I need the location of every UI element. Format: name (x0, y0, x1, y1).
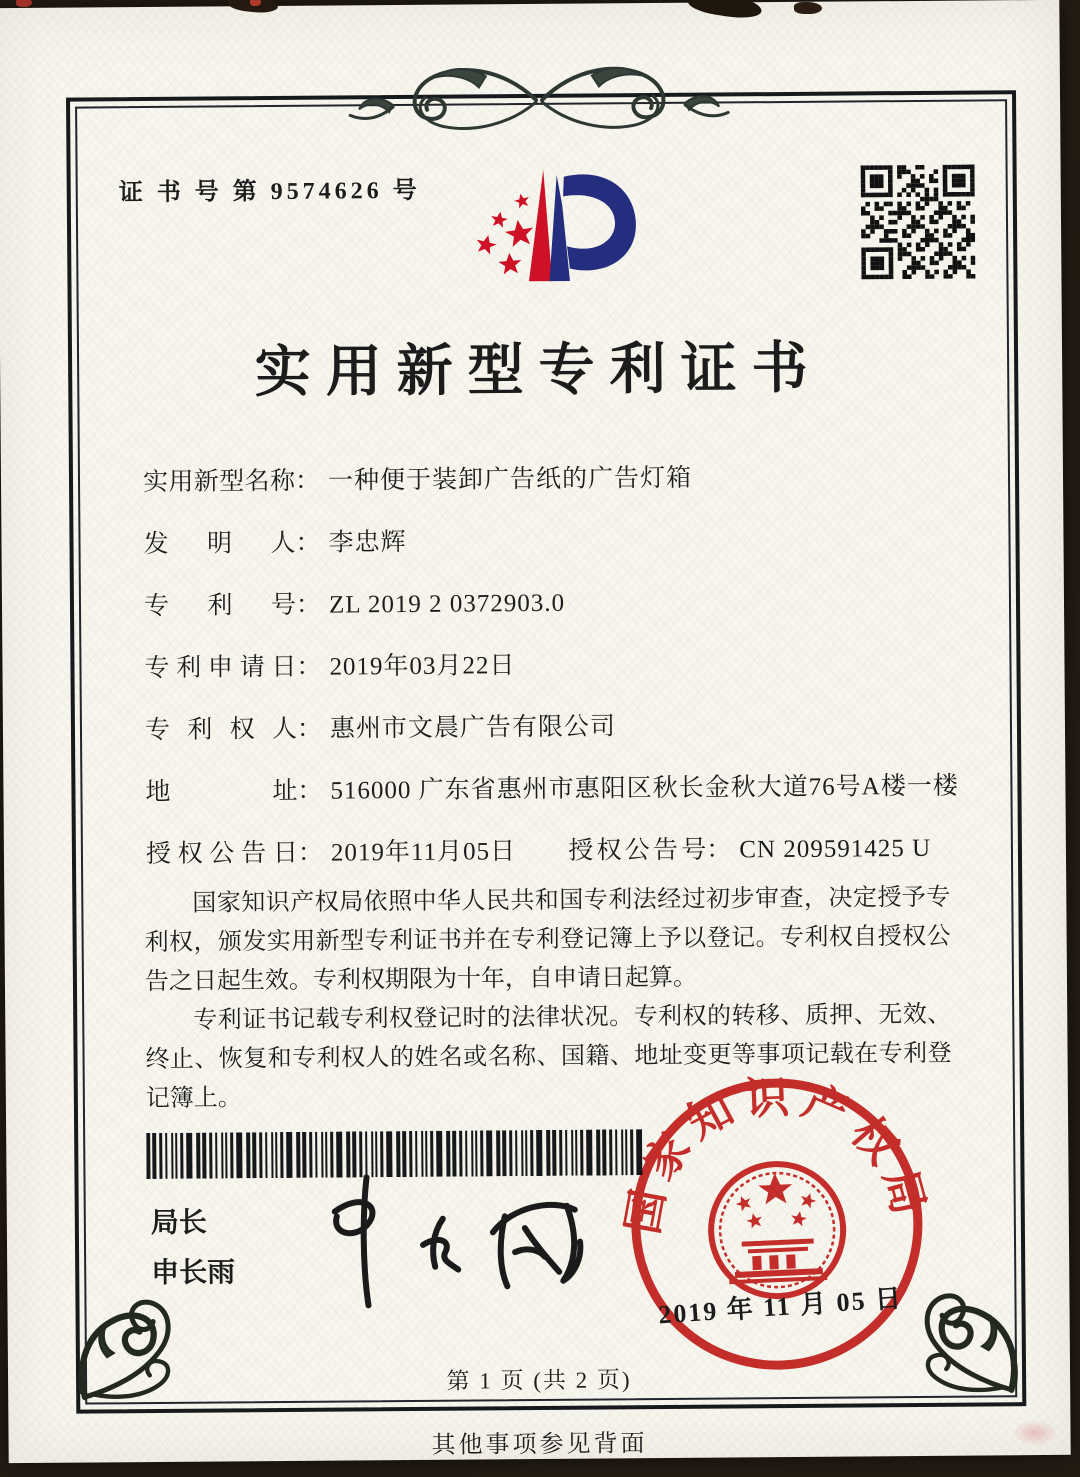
field-value: 惠州市文晨广告有限公司 (329, 713, 617, 743)
signatory-name: 申长雨 (151, 1256, 236, 1289)
cnipa-logo-icon (450, 141, 647, 311)
page-indicator: 第 1 页 (共 2 页) (446, 1367, 632, 1394)
field-label: 专利号 (143, 591, 297, 621)
legal-paragraph-2: 专利证书记载专利权登记时的法律状况。专利权的转移、质押、无效、终止、恢复和专利权人的姓名或名称、国籍、地址变更等事项记载在专利登记簿上。 (145, 1001, 952, 1113)
certificate-title: 实用新型专利证书 (254, 337, 823, 405)
torn-paper-scrap (16, 0, 32, 7)
colon: ： (297, 777, 323, 805)
field-value: CN 209591425 U (739, 834, 932, 864)
field-address (145, 766, 959, 807)
field-grant-date (146, 838, 516, 868)
field-label: 授权公告日 (145, 839, 299, 869)
field-grant-line (145, 828, 946, 869)
photo-smudge (1012, 1420, 1058, 1446)
field-utility-model-name (142, 456, 943, 497)
field-patent-number (143, 580, 944, 621)
legal-paragraph-1: 国家知识产权局依照中华人民共和国专利法经过初步审查，决定授予专利权，颁发实用新型专利证书并在专利登记簿上予以登记。专利权自授权公告之日起生效。专利权期限为十年，自申请日起算。 (144, 884, 951, 996)
colon: ： (295, 591, 322, 619)
field-label: 授权公告号 (568, 836, 707, 865)
seal-date: 2019 年 11 月 05 日 (657, 1283, 904, 1330)
svg-text:国家知识产权局 (616, 1067, 936, 1239)
field-patentee (144, 704, 945, 745)
field-label: 地址 (145, 777, 298, 807)
colon: ： (297, 839, 324, 867)
field-label: 发明人 (143, 529, 296, 559)
handwritten-signature (298, 1165, 611, 1317)
field-value: 一种便于装卸广告纸的广告灯箱 (327, 464, 693, 495)
colon: ： (706, 836, 732, 864)
official-seal (616, 1064, 937, 1385)
field-inventor (143, 518, 943, 559)
signatory-block (151, 1208, 236, 1287)
field-value: 2019年03月22日 (329, 652, 516, 681)
field-value: 李忠辉 (328, 528, 407, 557)
field-label: 专利权人 (144, 715, 298, 745)
field-label: 实用新型名称 (142, 467, 296, 497)
field-list (142, 456, 959, 896)
field-value: 2019年11月05日 (330, 838, 517, 867)
signatory-title: 局长 (150, 1206, 207, 1239)
field-filing-date (144, 642, 944, 683)
field-label: 专利申请日 (144, 653, 297, 683)
field-value: ZL 2019 2 0372903.0 (328, 589, 566, 619)
certificate-number: 证 书 号 第 9574626 号 (118, 177, 421, 207)
torn-paper-scrap (794, 2, 822, 14)
seal-ring-text: 国家知识产权局 (617, 1072, 936, 1238)
field-grant-number (568, 835, 931, 865)
colon: ： (295, 529, 321, 557)
qr-code (861, 165, 976, 280)
back-side-note: 其他事项参见背面 (431, 1431, 648, 1459)
colon: ： (296, 715, 323, 743)
colon: ： (294, 467, 321, 495)
colon: ： (296, 653, 322, 681)
field-value: 516000 广东省惠州市惠阳区秋长金秋大道76号A楼一楼 (330, 772, 959, 805)
